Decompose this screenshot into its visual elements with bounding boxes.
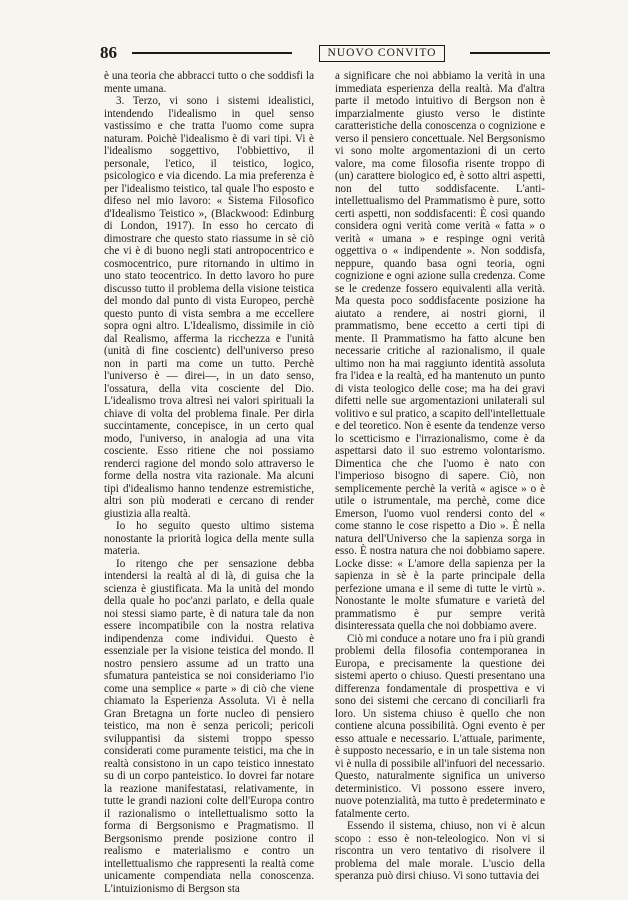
journal-title-box xyxy=(296,43,468,63)
paragraph: Essendo il sistema, chiuso, non vi è alcun scopo : esso è non-teleologico. Non vi si riscontra un vero tentativo di risolvere il problema del male morale. L'uscio della speranza può dirsi chiuso. Vi sono tuttavia dei xyxy=(335,820,545,882)
page-number: 86 xyxy=(100,43,117,62)
page-header xyxy=(100,43,550,63)
paragraph: Ciò mi conduce a notare uno fra i più grandi problemi della filosofia contemporanea in Europa, e precisamente la questione dei sistemi aperto o chiuso. Questi presentano una differenza fondamentale di prospettiva e vi sono dei sistemi che cercano di conciliarli fra loro. Un sistema chiuso è quello che non contiene alcuna possibilità. Ogni evento è per esso attuale e necessario. L'attuale, parimente, è supposto necessario, e in un tale sistema non vi è nulla di possibile all'infuori del necessario. Questo, naturalmente significa un universo deterministico. Vi possono essere invero, nuove potenzialità, ma tutto è predeterminato e fatalmente certo. xyxy=(335,632,545,820)
paragraph: 3. Terzo, vi sono i sistemi idealistici, intendendo l'idealismo in quel senso vastissimo e che tratta l'uomo come supra naturam. Poichè l'idealismo è di vari tipi. Vi è l'idealismo soggettivo, l'obbiettivo, il personale, l'etico, il teistico, logico, psicologico e via dicendo. La mia preferenza è per l'idealismo teistico, tal quale l'ho esposto e difeso nel mio lavoro: « Sistema Filosofico d'Idealismo Teistico », (Blackwood: Edinburg di London, 1917). In esso ho cercato di dimostrare che questo stato riassume in sè ciò che vi è di buono negli stati antropocentrico e cosmocentrico, pure ritornando in ultimo in uno stato teocentrico. In detto lavoro ho pure discusso tutto il problema della visione teistica del mondo dal punto di vista Europeo, perchè questo punto di vista sembra a me eccellere sopra ogni altro. L'Idealismo, dissimile in ciò dal Realismo, afferma la ricchezza e l'unità (unità di fine coscientc) dell'universo preso non in parti ma come un tutto. Perchè l'universo è — direi—, in un dato senso, l'ossatura, della vita cosciente del Dio. L'idealismo trova altresì nei valori spirituali la chiave di volta del problema finale. Per dirla succintamente, concepisce, in un certo qual modo, l'universo, in analogia ad una vita cosciente. Esso ritiene che noi possiamo renderci ragione del mondo solo attraverso le forme della nostra vita razionale. Ma alcuni tipi d'idealismo hanno tendenze estremistiche, altri son più moderati e cercano di render giustizia alla realtà. xyxy=(104,95,314,520)
paragraph: Io ho seguito questo ultimo sistema nonostante la priorità logica della mente sulla materia. xyxy=(104,520,314,557)
right-column xyxy=(335,70,545,883)
paragraph: a significare che noi abbiamo la verità in una immediata esperienza della realtà. Ma d'altra parte il metodo intuitivo di Bergson non è imparzialmente giusto verso le distinte caratteristiche della conoscenza o cognizione e verso il pensiero concettuale. Nel Bergsonismo vi sono molte argomentazioni di un certo valore, ma come filosofia risente troppo di (un) carattere biologico ed, è sotto altri aspetti, non del tutto soddisfacente. L'anti-intellettualismo del Prammatismo è pure, sotto certi aspetti, non soddisfacenti: È così quando considera ogni verità come verità « fatta » o verità « umana » e respinge ogni verità oggettiva o « indipendente ». Non soddisfa, neppure, quando basa ogni teoria, ogni cognizione e ogni azione sulla credenza. Come se le credenze fossero equivalenti alla verità. Ma questa poco soddisfacente posizione ha aiutato a rendere, ai nostri giorni, il prammatismo, bene eccetto a certi tipi di mente. Il Prammatismo ha fatto alcune ben necessarie critiche al razionalismo, il quale ultimo non ha mai raggiunto identità assoluta fra l'idea e la realtà, ed ha mantenuto un punto di vista teologico delle cose; ma ha dei gravi difetti nelle sue argomentazioni unilaterali sul volitivo e sul pratico, a scapito dell'intellettuale e del teoretico. Non è esente da tendenze verso lo scetticismo e l'irrazionalismo, come è da aspettarsi dato il suo estremo volontarismo. Dimentica che che l'uomo è nato con l'imperioso bisogno di sapere. Ciò, non semplicemente perchè la verità « agisce » o è utile o istrumentale, ma perchè, come dice Emerson, l'uomo vuol rendersi conto del « come stanno le cose rispetto a Dio ». È nella natura dell'Universo che la sapienza sorga in esso. È nostra natura che noi dobbiamo sapere. Locke disse: « L'amore della sapienza per la sapienza in sè è la parte principale della perfezione umana e il seme di tutte le virtù ». Nonostante le molte sfumature e varietà del prammatismo è pur sempre verità disinteressata quella che noi dobbiamo avere. xyxy=(335,70,545,632)
journal-title: NUOVO CONVITO xyxy=(319,45,446,62)
paragraph: è una teoria che abbracci tutto o che soddisfi la mente umana. xyxy=(104,70,314,95)
left-column xyxy=(104,70,314,895)
header-rule-left xyxy=(132,52,292,54)
header-rule-right xyxy=(470,52,550,54)
paragraph: Io ritengo che per sensazione debba intendersi la realtà al di là, di guisa che la scienza è giustificata. Ma la unità del mondo della quale ho poc'anzi parlato, e della quale noi stessi siamo parte, è di natura tale da non essere incompatibile con la nostra relativa indipendenza come individui. Questo è essenziale per la visione teistica del mondo. Il nostro pensiero assume ad un tratto una sfumatura panteistica se noi consideriamo l'io come una semplice « parte » di ciò che viene chiamato la Esperienza Assoluta. Vi è nella Gran Bretagna un forte nucleo di pensiero teistico, ma non è senza pericoli; pericoli sviluppantisi da sistemi troppo spesso considerati come puramente teistici, ma che in realtà consistono in un capo teistico innestato su di un corpo panteistico. Io dovrei far notare la reazione manifestatasi, relativamente, in tutte le grandi nazioni colte dell'Europa contro il razionalismo o intellettualismo sotto la forma di Bergsonismo e Pragmatismo. Il Bergsonismo prende posizione contro il realismo e materialismo e contro un intellettualismo che rappresenti la realtà come unicamente compendiata nella conoscenza. L'intuizionismo di Bergson sta xyxy=(104,557,314,895)
